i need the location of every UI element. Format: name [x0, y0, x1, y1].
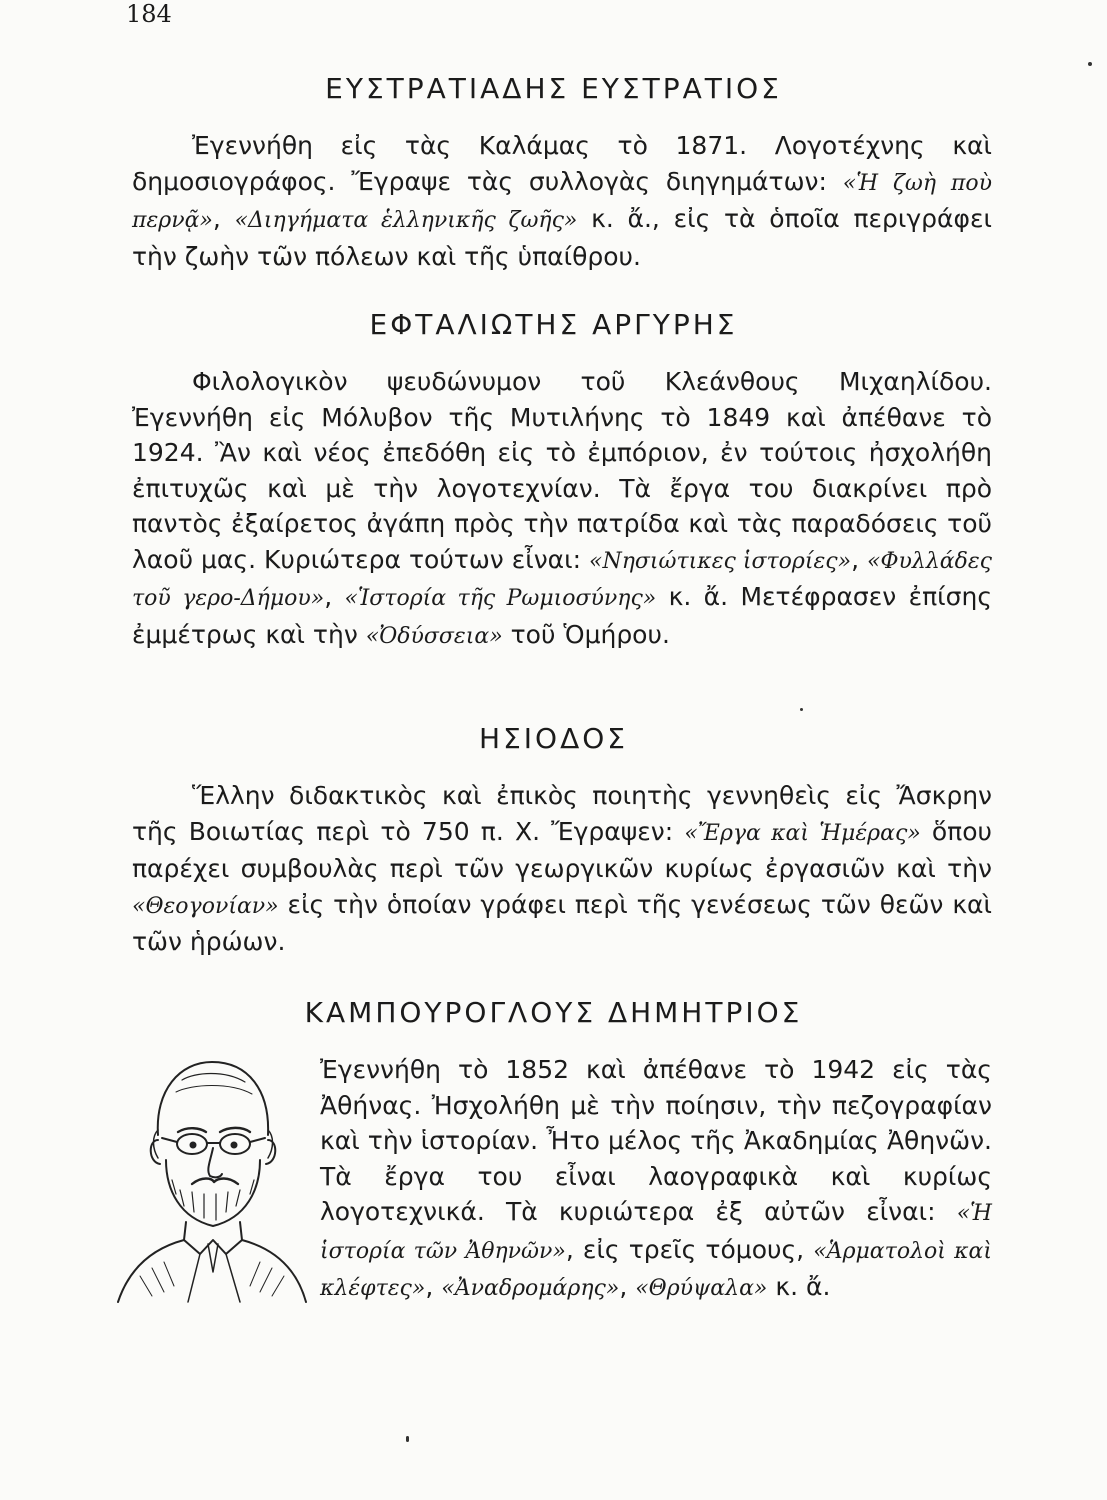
section-heading-eftaliotis: ΕΦΤΑΛΙΩΤΗΣ ΑΡΓΥΡΗΣ [369, 308, 738, 341]
section-text-kampouroglous: Ἐγεννήθη τὸ 1852 καὶ ἀπέθανε τὸ 1942 εἰς τὰς Ἀθήνας. Ἠσχολήθη μὲ τὴν ποίησιν, τὴν πεζογραφίαν καὶ τὴν ἱστορίαν. Ἦτο μέλος τῆς Ἀκαδημίας Ἀθηνῶν. Τὰ ἔργα του εἶναι λαογραφικὰ καὶ κυρίως λογοτεχνικά. Τὰ κυριώτερα ἐξ αὐτῶν εἶναι: «Ἡ ἱστορία τῶν Ἀθηνῶν», εἰς τρεῖς τόμους, «Ἁρματολοὶ καὶ κλέφτες», «Ἀναδρομάρης», «Θρύψαλα» κ. ἄ. [320, 1055, 992, 1301]
ink-speck [800, 708, 803, 711]
section-heading-eustratiadis: ΕΥΣΤΡΑΤΙΑΔΗΣ ΕΥΣΤΡΑΤΙΟΣ [325, 72, 782, 105]
section-text-eftaliotis: Φιλολογικὸν ψευδώνυμον τοῦ Κλεάνθους Μιχαηλίδου. Ἐγεννήθη εἰς Μόλυβον τῆς Μυτιλήνης τὸ 1849 καὶ ἀπέθανε τὸ 1924. Ἂν καὶ νέος ἐπεδόθη εἰς τὸ ἐμπόριον, ἐν τούτοις ἠσχολήθη ἐπιτυχῶς καὶ μὲ τὴν λογοτεχνίαν. Τὰ ἔργα του διακρίνει πρὸ παντὸς ἐξαίρετος ἀγάπη πρὸς τὴν πατρίδα καὶ τὰς παραδόσεις τοῦ λαοῦ μας. Κυριώτερα τούτων εἶναι: «Νησιώτικες ἱστορίες», «Φυλλάδες τοῦ γερο-Δήμου», «Ἱστορία τῆς Ρωμιοσύνης» κ. ἄ. Μετέφρασεν ἐπίσης ἐμμέτρως καὶ τὴν «Ὀδύσσεια» τοῦ Ὁμήρου. [132, 367, 992, 649]
portrait-sketch [100, 1040, 310, 1310]
section-heading-hesiod: ΗΣΙΟΔΟΣ [479, 722, 628, 755]
section-text-hesiod: Ἕλλην διδακτικὸς καὶ ἐπικὸς ποιητὴς γεννηθεὶς εἰς Ἄσκρην τῆς Βοιωτίας περὶ τὸ 750 π. Χ. Ἔγραψεν: «Ἔργα καὶ Ἡμέρας» ὅπου παρέχει συμβουλὰς περὶ τῶν γεωργικῶν κυρίως ἐργασιῶν καὶ τὴν «Θεογονίαν» εἰς τὴν ὁποίαν γράφει περὶ τῆς γενέσεως τῶν θεῶν καὶ τῶν ἡρώων. [132, 781, 992, 956]
page-number: 184 [126, 0, 172, 28]
ink-speck [1088, 62, 1092, 66]
section-heading-kampouroglous: ΚΑΜΠΟΥΡΟΓΛΟΥΣ ΔΗΜΗΤΡΙΟΣ [304, 996, 803, 1029]
ink-speck [406, 1436, 409, 1442]
section-text-eustratiadis: Ἐγεννήθη εἰς τὰς Καλάμας τὸ 1871. Λογοτέχνης καὶ δημοσιογράφος. Ἔγραψε τὰς συλλογὰς διηγημάτων: «Ἡ ζωὴ ποὺ περνᾷ», «Διηγήματα ἑλληνικῆς ζωῆς» κ. ἄ., εἰς τὰ ὁποῖα περιγράφει τὴν ζωὴν τῶν πόλεων καὶ τῆς ὑπαίθρου. [132, 131, 992, 271]
